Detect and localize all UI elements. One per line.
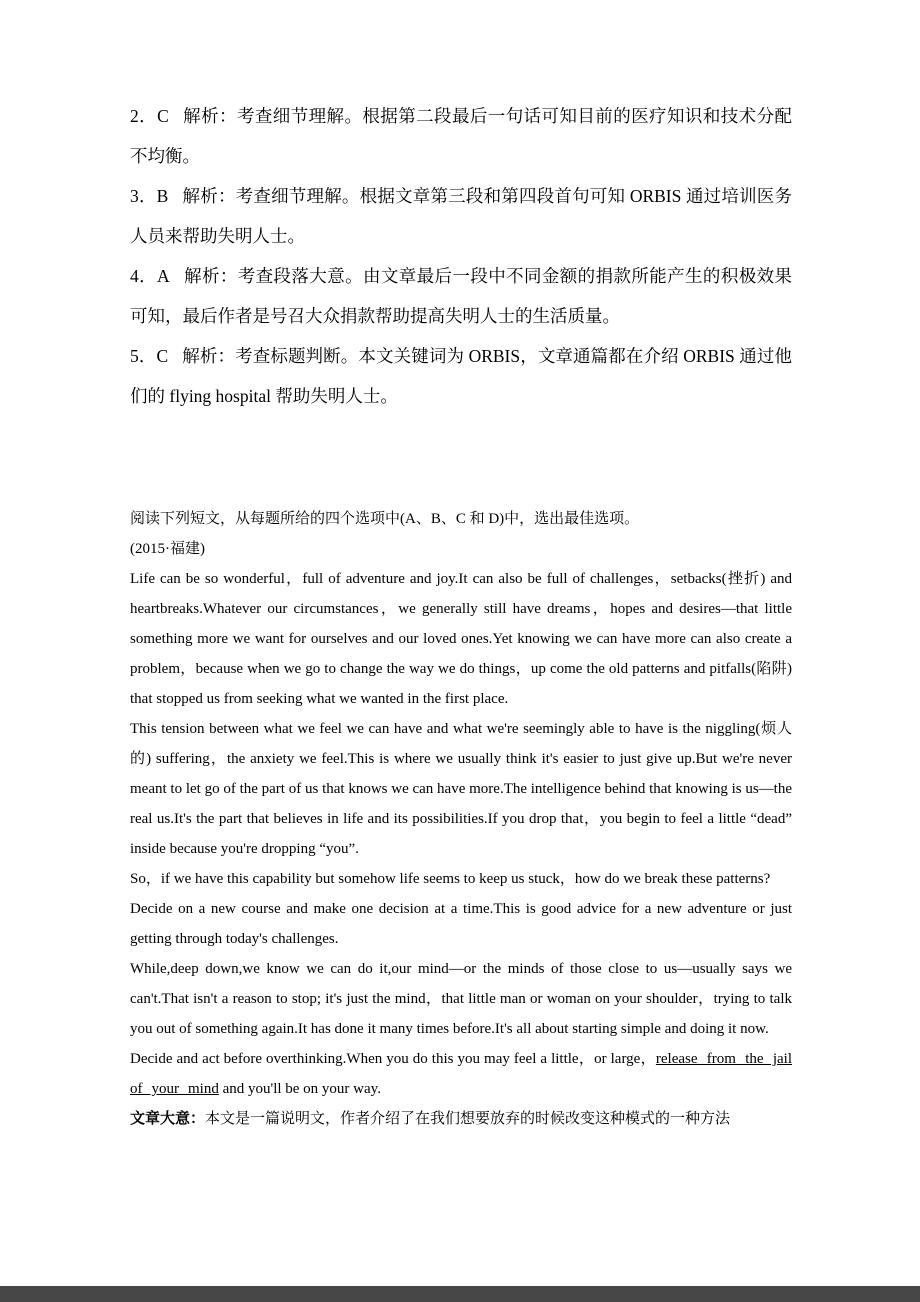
- answer-explanation-text: 解析：考查细节理解。根据文章第三段和第四段首句可知 ORBIS 通过培训医务人员来帮助失明人士。: [130, 186, 792, 246]
- answer-explanations-section: [130, 96, 792, 416]
- answer-label: 3．B: [130, 186, 169, 206]
- final-paragraph-rest: and you'll be on your way.: [218, 1081, 381, 1097]
- answer-label: 5．C: [130, 346, 169, 366]
- passage-paragraph: Life can be so wonderful，full of adventure and joy.It can also be full of challenges，setbacks(挫折) and heartbreaks.Whatever our circumstances，we generally still have dreams，hopes and desires—that little something more we want for ourselves and our loved ones.Yet knowing we can have more can also create a problem，because when we go to change the way we do things，up come the old patterns and pitfalls(陷阱) that stopped us from seeking what we wanted in the first place.: [130, 571, 792, 707]
- passage-paragraph: So，if we have this capability but somehow life seems to keep us stuck，how do we break these patterns?: [130, 871, 771, 887]
- reading-instruction: 阅读下列短文，从每题所给的四个选项中(A、B、C 和 D)中，选出最佳选项。: [130, 511, 640, 527]
- reading-source: (2015·福建): [130, 541, 205, 557]
- answer-label: 2．C: [130, 106, 169, 126]
- passage-paragraph: This tension between what we feel we can have and what we're seemingly able to have is the niggling(烦人的) suffering，the anxiety we feel.This is where we usually think it's easier to just give up.But we're never meant to let go of the part of us that knows we can have more.The intelligence behind that knowing is us—the real us.It's the part that believes in life and its possibilities.If you drop that，you begin to feel a little “dead” inside because you're dropping “you”.: [130, 721, 792, 857]
- footer-bar: [0, 1286, 920, 1302]
- passage-final-paragraph: [130, 1044, 792, 1104]
- answer-item: [130, 256, 792, 336]
- answer-label: 4．A: [130, 266, 170, 286]
- summary-label: 文章大意：: [130, 1111, 206, 1127]
- passage-summary: [130, 1104, 792, 1134]
- summary-text: 本文是一篇说明文，作者介绍了在我们想要放弃的时候改变这种模式的一种方法: [205, 1111, 731, 1127]
- answer-explanation-text: 解析：考查标题判断。本文关键词为 ORBIS，文章通篇都在介绍 ORBIS 通过他们的 flying hospital 帮助失明人士。: [130, 346, 792, 406]
- answer-explanation-text: 解析：考查细节理解。根据第二段最后一句话可知目前的医疗知识和技术分配不均衡。: [130, 106, 792, 166]
- reading-passage-section: [130, 504, 792, 1134]
- final-paragraph-lead: Decide and act before overthinking.When you do this you may feel a little，or large，: [130, 1051, 656, 1067]
- answer-explanation-text: 解析：考查段落大意。由文章最后一段中不同金额的捐款所能产生的积极效果可知，最后作者是号召大众捐款帮助提高失明人士的生活质量。: [130, 266, 792, 326]
- passage-paragraph: Decide on a new course and make one decision at a time.This is good advice for a new adventure or just getting through today's challenges.: [130, 901, 792, 947]
- answer-item: [130, 96, 792, 176]
- answer-item: [130, 176, 792, 256]
- underlined-phrase: release from the jail of your mind: [130, 1051, 792, 1097]
- answer-item: [130, 336, 792, 416]
- passage-paragraph: While,deep down,we know we can do it,our mind—or the minds of those close to us—usually says we can't.That isn't a reason to stop; it's just the mind，that little man or woman on your shoulder，trying to talk you out of something again.It has done it many times before.It's all about starting simple and doing it now.: [130, 961, 792, 1037]
